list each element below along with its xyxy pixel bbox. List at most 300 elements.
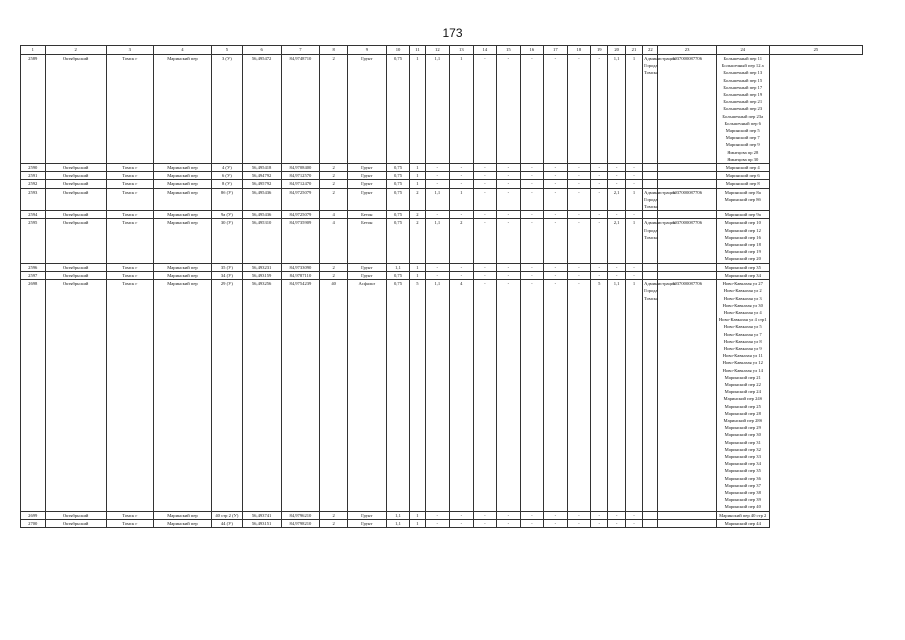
column-header: 15 <box>497 46 521 55</box>
table-cell: - <box>591 511 608 519</box>
table-cell: Томск г <box>106 271 153 279</box>
table-cell: 1,1 <box>425 219 450 263</box>
address-item: Маринский пер 18 <box>724 242 761 248</box>
table-cell <box>658 263 716 271</box>
table-cell: Администрация Города Томска <box>643 219 658 263</box>
address-item: Большечный пер 17 <box>723 84 763 90</box>
table-cell: 1 <box>450 188 474 211</box>
column-header: 21 <box>625 46 642 55</box>
table-cell: - <box>520 511 544 519</box>
table-cell: - <box>567 211 591 219</box>
table-cell: Администрация Города Томска <box>643 280 658 512</box>
table-cell: - <box>567 55 591 164</box>
table-cell: 2 <box>410 219 425 263</box>
table-cell: 56,495472 <box>242 55 281 164</box>
address-item: Маринский пер 25 <box>724 403 761 409</box>
table-cell: 84,9735909 <box>281 219 320 263</box>
page-number: 173 <box>442 26 463 40</box>
table-cell: - <box>450 172 474 180</box>
table-cell: Грунт <box>347 172 386 180</box>
table-cell: Октябрьский <box>45 511 106 519</box>
column-header: 2 <box>45 46 106 55</box>
address-item: Ново-Кавказая ул 11 <box>722 353 763 359</box>
table-cell: 0,75 <box>386 280 410 512</box>
table-cell: 56,494792 <box>242 172 281 180</box>
table-cell: - <box>567 280 591 512</box>
table-cell: Грунт <box>347 271 386 279</box>
address-item: Маринский пер 34 <box>724 461 761 467</box>
table-cell: - <box>425 164 450 172</box>
table-row <box>21 280 863 512</box>
table-cell: 2590 <box>21 164 46 172</box>
column-header: 3 <box>106 46 153 55</box>
address-item: Маринский пер 28 <box>724 410 761 416</box>
address-list <box>716 280 769 512</box>
table-cell: 35 (У) <box>212 263 243 271</box>
address-item: Ямнецова пр 30 <box>727 156 759 162</box>
table-cell: Томск г <box>106 280 153 512</box>
table-cell: - <box>567 164 591 172</box>
table-cell: Томск г <box>106 164 153 172</box>
table-cell: 1 <box>410 511 425 519</box>
table-cell: 2591 <box>21 172 46 180</box>
table-cell: 56,495436 <box>242 188 281 211</box>
address-item: Маринский пер 40 <box>724 504 761 510</box>
table-cell: Томск г <box>106 211 153 219</box>
address-item: Маринский пер 4 <box>725 165 760 171</box>
table-cell: - <box>450 263 474 271</box>
table-cell: 2594 <box>21 211 46 219</box>
address-list <box>716 263 769 271</box>
table-cell: 1037000087706 <box>658 219 716 263</box>
table-cell: 1,1 <box>386 511 410 519</box>
table-cell: - <box>591 219 608 263</box>
table-cell: - <box>544 280 568 512</box>
table-cell: 56,493256 <box>242 280 281 512</box>
table-cell: - <box>567 511 591 519</box>
table-cell: 2 <box>320 180 348 188</box>
address-item: Маринский пер 36 <box>724 475 761 481</box>
table-cell: - <box>425 172 450 180</box>
table-cell: - <box>591 263 608 271</box>
address-item: Ново-Кавказая ул 7 <box>723 331 762 337</box>
table-cell: 6 (У) <box>212 172 243 180</box>
table-cell: Октябрьский <box>45 519 106 527</box>
table-cell: 1 <box>625 280 642 512</box>
table-cell <box>658 180 716 188</box>
table-cell: 0,75 <box>386 211 410 219</box>
table-cell: - <box>473 188 497 211</box>
table-cell: Томск г <box>106 172 153 180</box>
address-list <box>716 180 769 188</box>
address-item: Ново-Кавказая ул 4 стр1 <box>718 317 767 323</box>
table-cell: Грунт <box>347 188 386 211</box>
table-cell: 9а (У) <box>212 211 243 219</box>
table-cell: 2 <box>320 164 348 172</box>
table-cell: Октябрьский <box>45 180 106 188</box>
address-item: Маринский пер 35 <box>724 264 761 270</box>
table-cell: - <box>544 172 568 180</box>
table-cell: 2589 <box>21 55 46 164</box>
address-item: Ямнецова пр 28 <box>727 149 759 155</box>
table-cell: Октябрьский <box>45 271 106 279</box>
table-cell: 1 <box>410 271 425 279</box>
table-cell: - <box>497 211 521 219</box>
address-list <box>716 511 769 519</box>
column-header: 25 <box>769 46 862 55</box>
table-cell: - <box>591 172 608 180</box>
table-cell: - <box>608 180 625 188</box>
address-item: Ново-Кавказая ул 27 <box>722 281 763 287</box>
table-cell: - <box>520 164 544 172</box>
table-row <box>21 271 863 279</box>
address-item: Маринский пер 21 <box>724 374 761 380</box>
table-cell: 2 <box>320 263 348 271</box>
table-cell: 34 (У) <box>212 271 243 279</box>
table-cell: Бетон <box>347 211 386 219</box>
table-cell: 84,9725079 <box>281 211 320 219</box>
column-header: 19 <box>591 46 608 55</box>
table-cell: - <box>567 172 591 180</box>
column-header: 10 <box>386 46 410 55</box>
column-header: 14 <box>473 46 497 55</box>
table-cell: 1,1 <box>425 188 450 211</box>
column-header: 17 <box>544 46 568 55</box>
address-item: Маринский пер 22 <box>724 381 761 387</box>
table-cell <box>658 211 716 219</box>
column-header: 7 <box>281 46 320 55</box>
address-item: Большечный пер 12 а <box>721 63 764 69</box>
table-cell: - <box>497 519 521 527</box>
table-cell: 56,493159 <box>242 271 281 279</box>
table-cell: 1,1 <box>425 280 450 512</box>
table-cell: Маринский пер <box>153 211 211 219</box>
address-item: Ново-Кавказая ул 3 <box>723 295 762 301</box>
table-cell: - <box>473 211 497 219</box>
table-cell: - <box>425 519 450 527</box>
address-item: Ново-Кавказая ул 9 <box>723 345 762 351</box>
address-item: Маринский пер 8а <box>724 189 761 195</box>
table-cell: Томск г <box>106 511 153 519</box>
table-cell: - <box>544 511 568 519</box>
table-cell: 2597 <box>21 271 46 279</box>
table-cell: 1 <box>410 263 425 271</box>
address-item: Маринский пер 6 <box>725 173 760 179</box>
table-cell: 2 <box>410 188 425 211</box>
table-cell: 56,493741 <box>242 511 281 519</box>
table-cell: 44 (У) <box>212 519 243 527</box>
table-cell <box>658 164 716 172</box>
table-cell <box>658 172 716 180</box>
address-item: Большечный пер 19 <box>723 92 763 98</box>
table-cell: Октябрьский <box>45 280 106 512</box>
table-cell: - <box>473 271 497 279</box>
table-cell: - <box>450 211 474 219</box>
address-item: Ново-Кавказая ул 8 <box>723 338 762 344</box>
table-cell: 4 <box>450 280 474 512</box>
table-cell: 1 <box>625 55 642 164</box>
table-cell: - <box>544 219 568 263</box>
table-cell: - <box>450 164 474 172</box>
table-cell: 2,1 <box>608 188 625 211</box>
column-header: 4 <box>153 46 211 55</box>
table-cell: 30 (У) <box>212 219 243 263</box>
table-cell: 8б (У) <box>212 188 243 211</box>
table-cell: - <box>520 211 544 219</box>
address-item: Маринский пер 20 <box>724 256 761 262</box>
address-item: Маринский пер 40 стр 2 <box>719 512 767 518</box>
table-cell: - <box>608 511 625 519</box>
table-cell: 0,75 <box>386 172 410 180</box>
table-cell: 1,1 <box>386 263 410 271</box>
table-cell: 84,9725079 <box>281 188 320 211</box>
table-cell <box>658 511 716 519</box>
table-cell: Администрация Города Томска <box>644 189 676 210</box>
table-cell: - <box>544 211 568 219</box>
table-cell: - <box>425 180 450 188</box>
table-cell: - <box>497 271 521 279</box>
address-item: Ново-Кавказая ул 4 <box>723 309 762 315</box>
address-item: Ново-Кавказая ул 12 <box>722 360 763 366</box>
table-cell: Маринский пер <box>153 55 211 164</box>
table-row <box>21 180 863 188</box>
table-cell: - <box>425 271 450 279</box>
table-cell: Томск г <box>106 188 153 211</box>
table-cell: - <box>591 271 608 279</box>
table-cell: 0,75 <box>386 271 410 279</box>
table-cell: Октябрьский <box>45 172 106 180</box>
table-cell: - <box>497 55 521 164</box>
table-cell: - <box>567 519 591 527</box>
table-cell: 1 <box>410 519 425 527</box>
table-cell: 2699 <box>21 511 46 519</box>
table-cell: 40 стр 2 (У) <box>212 511 243 519</box>
table-cell: - <box>567 263 591 271</box>
table-cell: 84,9733090 <box>281 263 320 271</box>
table-cell: Грунт <box>347 519 386 527</box>
table-cell: - <box>520 219 544 263</box>
address-item: Маринский пер 5 <box>725 128 760 134</box>
table-cell: Маринский пер <box>153 519 211 527</box>
table-cell: 56,495418 <box>242 164 281 172</box>
table-cell: 4 <box>320 211 348 219</box>
table-cell: - <box>520 263 544 271</box>
table-cell: 0,75 <box>386 55 410 164</box>
table-cell: - <box>425 511 450 519</box>
table-cell: - <box>625 172 642 180</box>
table-cell: - <box>544 180 568 188</box>
address-item: Маринский пер 34 <box>724 272 761 278</box>
table-cell: 2 <box>320 172 348 180</box>
table-cell: - <box>520 188 544 211</box>
table-cell: - <box>450 511 474 519</box>
address-item: Маринский пер 35 <box>724 468 761 474</box>
table-cell: - <box>567 219 591 263</box>
column-header: 5 <box>212 46 243 55</box>
column-header: 8 <box>320 46 348 55</box>
table-cell <box>643 511 658 519</box>
table-cell: Октябрьский <box>45 219 106 263</box>
address-item: Маринский пер 37 <box>724 482 761 488</box>
table-cell: - <box>473 519 497 527</box>
table-cell: - <box>473 55 497 164</box>
table-cell: 1037000087706 <box>658 280 716 512</box>
table-cell: Томск г <box>106 519 153 527</box>
table-cell: 3 (У) <box>212 55 243 164</box>
table-cell <box>643 164 658 172</box>
table-cell: 1037000087706 <box>658 55 716 164</box>
address-item: Большечный пер 23а <box>722 113 764 119</box>
table-cell: - <box>625 211 642 219</box>
table-cell: 2 <box>320 188 348 211</box>
column-header: 24 <box>716 46 769 55</box>
table-cell: Маринский пер <box>153 511 211 519</box>
table-cell: Маринский пер <box>153 188 211 211</box>
table-cell: - <box>473 511 497 519</box>
table-cell: 2595 <box>21 219 46 263</box>
table-cell: Маринский пер <box>153 263 211 271</box>
address-list <box>716 519 769 527</box>
table-row <box>21 164 863 172</box>
table-cell: 40 <box>320 280 348 512</box>
table-cell: - <box>473 280 497 512</box>
table-cell: Октябрьский <box>45 211 106 219</box>
table-cell <box>643 263 658 271</box>
table-cell: Грунт <box>347 180 386 188</box>
column-header: 6 <box>242 46 281 55</box>
table-cell: - <box>497 188 521 211</box>
table-row <box>21 519 863 527</box>
table-cell: 2698 <box>21 280 46 512</box>
table-cell: 1 <box>410 164 425 172</box>
table-cell: 56,495310 <box>242 219 281 263</box>
table-cell: 4 (У) <box>212 164 243 172</box>
table-cell: Грунт <box>347 164 386 172</box>
table-cell <box>658 271 716 279</box>
table-cell: 1 <box>625 219 642 263</box>
address-list <box>716 172 769 180</box>
address-item: Маринский пер 12 <box>724 227 761 233</box>
table-cell: - <box>425 263 450 271</box>
table-cell: Бетон <box>347 219 386 263</box>
address-item: Маринский пер 7 <box>725 135 760 141</box>
table-cell: - <box>450 271 474 279</box>
address-item: Ново-Кавказая ул 5 <box>723 324 762 330</box>
table-cell: - <box>544 519 568 527</box>
table-cell: 84,9754239 <box>281 280 320 512</box>
table-cell: - <box>608 263 625 271</box>
table-row <box>21 219 863 263</box>
table-cell: Маринский пер <box>153 271 211 279</box>
table-cell: - <box>520 180 544 188</box>
register-table <box>20 45 863 528</box>
table-cell: 2 <box>320 271 348 279</box>
address-item: Маринский пер 19 <box>724 249 761 255</box>
table-cell: - <box>625 180 642 188</box>
table-cell: - <box>497 511 521 519</box>
table-cell: 56,495436 <box>242 211 281 219</box>
table-cell <box>643 211 658 219</box>
table-cell: 1 <box>410 55 425 164</box>
table-cell: - <box>497 263 521 271</box>
address-list <box>716 188 769 211</box>
address-item: Большечный пер 15 <box>723 77 763 83</box>
column-header: 11 <box>410 46 425 55</box>
address-item: Маринский пер 29 <box>724 425 761 431</box>
table-cell: 56,493231 <box>242 263 281 271</box>
address-list <box>716 211 769 219</box>
table-cell: 1,1 <box>425 55 450 164</box>
table-cell: 2,1 <box>608 219 625 263</box>
table-cell: - <box>520 280 544 512</box>
table-cell: Маринский пер <box>153 164 211 172</box>
column-header: 9 <box>347 46 386 55</box>
table-cell: 5 <box>410 280 425 512</box>
table-cell: - <box>497 172 521 180</box>
table-cell: - <box>625 519 642 527</box>
table-cell: 84,9748710 <box>281 55 320 164</box>
table-cell: 5 <box>591 280 608 512</box>
address-item: Маринский пер 33 <box>724 453 761 459</box>
table-cell: Маринский пер <box>153 219 211 263</box>
column-header: 13 <box>450 46 474 55</box>
table-cell: - <box>473 219 497 263</box>
table-row <box>21 188 863 211</box>
table-cell: - <box>544 55 568 164</box>
table-cell: - <box>608 172 625 180</box>
column-header: 20 <box>608 46 625 55</box>
address-item: Ново-Кавказая ул 14 <box>722 367 763 373</box>
table-cell: Томск г <box>106 263 153 271</box>
table-cell: - <box>497 164 521 172</box>
table-cell: 84,9796210 <box>281 511 320 519</box>
address-item: Ново-Кавказая ул 30 <box>722 302 763 308</box>
address-item: Маринский пер 44 <box>724 520 761 526</box>
address-item: Маринский пер 10 <box>724 220 761 226</box>
table-cell: 2 <box>410 211 425 219</box>
table-cell: 84,9712470 <box>281 180 320 188</box>
table-cell: 84,9708400 <box>281 164 320 172</box>
table-cell: 0,75 <box>386 164 410 172</box>
table-cell <box>658 519 716 527</box>
table-cell: - <box>544 263 568 271</box>
table-cell: - <box>567 271 591 279</box>
table-cell: - <box>544 164 568 172</box>
table-cell: 1,1 <box>608 280 625 512</box>
column-header: 18 <box>567 46 591 55</box>
table-cell: - <box>608 271 625 279</box>
table-cell: 56,493151 <box>242 519 281 527</box>
table-cell: Грунт <box>347 511 386 519</box>
table-cell: 0,75 <box>386 188 410 211</box>
table-cell: - <box>450 180 474 188</box>
table-cell: 1 <box>410 172 425 180</box>
table-cell: - <box>591 519 608 527</box>
table-cell: 2700 <box>21 519 46 527</box>
table-cell: - <box>520 271 544 279</box>
table-cell: Томск г <box>106 55 153 164</box>
table-cell: - <box>591 180 608 188</box>
address-item: Большечный пер 23 <box>723 106 763 112</box>
table-cell: - <box>591 211 608 219</box>
table-cell: - <box>473 263 497 271</box>
table-cell: - <box>425 211 450 219</box>
address-item: Маринский пер 39 <box>724 497 761 503</box>
column-header: 16 <box>520 46 544 55</box>
table-cell: 2 <box>320 55 348 164</box>
table-cell: - <box>497 219 521 263</box>
address-item: Маринский пер 9 <box>725 142 760 148</box>
